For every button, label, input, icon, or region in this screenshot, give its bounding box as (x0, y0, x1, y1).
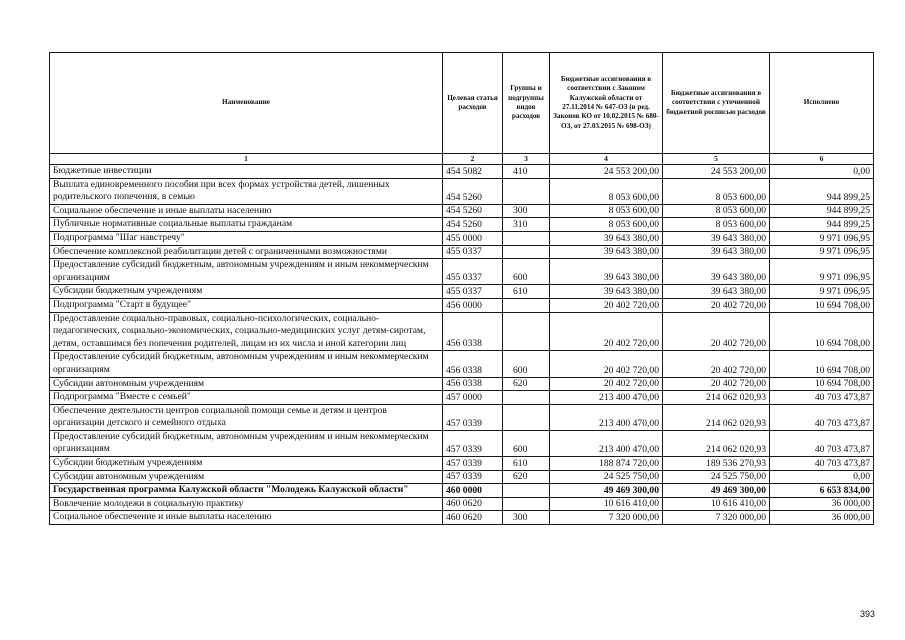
row-name-cell: Обеспечение деятельности центров социальной помощи семье и детям и центров организации детского и семейного отдыха (50, 404, 443, 430)
row-name-cell: Социальное обеспечение и иные выплаты населению (50, 204, 443, 218)
table-row (50, 231, 874, 245)
row-executed-amount-cell: 9 971 096,95 (770, 285, 874, 299)
row-name-cell: Подпрограмма "Старт в будущее" (50, 298, 443, 312)
row-executed-amount-cell: 40 703 473,87 (770, 457, 874, 471)
row-revised-amount-cell: 49 469 300,00 (663, 484, 770, 498)
header-revised-allocations: Бюджетные ассигнования в соответствии с уточненной бюджетной росписью расходов (663, 53, 770, 154)
row-name-cell: Бюджетные инвестиции (50, 165, 443, 179)
row-target-cell: 460 0620 (443, 511, 503, 525)
table-row (50, 404, 874, 430)
row-executed-amount-cell: 40 703 473,87 (770, 391, 874, 405)
table-row (50, 165, 874, 179)
row-revised-amount-cell: 20 402 720,00 (663, 312, 770, 351)
row-executed-amount-cell: 10 694 708,00 (770, 312, 874, 351)
row-group-cell: 600 (503, 259, 550, 285)
row-group-cell: 410 (503, 165, 550, 179)
row-target-cell: 456 0338 (443, 312, 503, 351)
row-group-cell (503, 178, 550, 204)
row-revised-amount-cell: 20 402 720,00 (663, 351, 770, 377)
table-row (50, 218, 874, 232)
table-row (50, 312, 874, 351)
row-group-cell: 620 (503, 470, 550, 484)
header-expense-groups: Группы и подгруппы видов расходов (503, 53, 550, 154)
row-executed-amount-cell: 944 899,25 (770, 178, 874, 204)
row-group-cell: 300 (503, 204, 550, 218)
row-name-cell: Предоставление субсидий бюджетным, автономным учреждениям и иным некоммерческим организациям (50, 351, 443, 377)
row-group-cell: 610 (503, 457, 550, 471)
row-law-amount-cell: 24 525 750,00 (550, 470, 663, 484)
row-revised-amount-cell: 39 643 380,00 (663, 259, 770, 285)
row-name-cell: Предоставление субсидий бюджетным, автономным учреждениям и иным некоммерческим организациям (50, 430, 443, 456)
row-group-cell (503, 497, 550, 511)
table-row (50, 285, 874, 299)
table-header (50, 53, 874, 165)
row-target-cell: 455 0000 (443, 231, 503, 245)
row-revised-amount-cell: 8 053 600,00 (663, 204, 770, 218)
row-law-amount-cell: 213 400 470,00 (550, 404, 663, 430)
row-target-cell: 457 0000 (443, 391, 503, 405)
table-row (50, 298, 874, 312)
row-executed-amount-cell: 36 000,00 (770, 497, 874, 511)
row-target-cell: 455 0337 (443, 259, 503, 285)
row-target-cell: 455 0337 (443, 245, 503, 259)
row-name-cell: Субсидии автономным учреждениям (50, 470, 443, 484)
column-number-row (50, 154, 874, 165)
table-row (50, 259, 874, 285)
row-group-cell (503, 391, 550, 405)
row-name-cell: Обеспечение комплексной реабилитации детей с ограниченными возможностями (50, 245, 443, 259)
row-revised-amount-cell: 39 643 380,00 (663, 285, 770, 299)
row-law-amount-cell: 20 402 720,00 (550, 312, 663, 351)
row-law-amount-cell: 8 053 600,00 (550, 218, 663, 232)
row-law-amount-cell: 39 643 380,00 (550, 285, 663, 299)
row-group-cell: 300 (503, 511, 550, 525)
row-group-cell: 600 (503, 351, 550, 377)
row-revised-amount-cell: 24 525 750,00 (663, 470, 770, 484)
column-number: 3 (503, 154, 550, 165)
row-target-cell: 455 0337 (443, 285, 503, 299)
table-row (50, 245, 874, 259)
row-target-cell: 454 5082 (443, 165, 503, 179)
table-row (50, 178, 874, 204)
row-name-cell: Подпрограмма "Шаг навстречу" (50, 231, 443, 245)
row-group-cell (503, 231, 550, 245)
row-revised-amount-cell: 8 053 600,00 (663, 218, 770, 232)
row-name-cell: Предоставление субсидий бюджетным, автономным учреждениям и иным некоммерческим организациям (50, 259, 443, 285)
row-group-cell (503, 404, 550, 430)
row-revised-amount-cell: 39 643 380,00 (663, 231, 770, 245)
row-group-cell (503, 312, 550, 351)
column-number: 1 (50, 154, 443, 165)
row-name-cell: Субсидии автономным учреждениям (50, 377, 443, 391)
column-number: 5 (663, 154, 770, 165)
row-target-cell: 457 0339 (443, 470, 503, 484)
row-executed-amount-cell: 10 694 708,00 (770, 351, 874, 377)
row-law-amount-cell: 7 320 000,00 (550, 511, 663, 525)
row-target-cell: 456 0000 (443, 298, 503, 312)
row-executed-amount-cell: 36 000,00 (770, 511, 874, 525)
row-executed-amount-cell: 0,00 (770, 165, 874, 179)
row-group-cell: 620 (503, 377, 550, 391)
row-law-amount-cell: 8 053 600,00 (550, 178, 663, 204)
row-executed-amount-cell: 10 694 708,00 (770, 298, 874, 312)
row-executed-amount-cell: 9 971 096,95 (770, 231, 874, 245)
row-name-cell: Субсидии бюджетным учреждениям (50, 285, 443, 299)
row-target-cell: 457 0339 (443, 457, 503, 471)
row-revised-amount-cell: 214 062 020,93 (663, 404, 770, 430)
row-target-cell: 457 0339 (443, 404, 503, 430)
table-body (50, 165, 874, 525)
budget-execution-table (49, 52, 874, 525)
header-name: Наименование (50, 53, 443, 154)
row-law-amount-cell: 213 400 470,00 (550, 391, 663, 405)
row-law-amount-cell: 213 400 470,00 (550, 430, 663, 456)
row-revised-amount-cell: 20 402 720,00 (663, 298, 770, 312)
header-target-article: Целевая статья расходов (443, 53, 503, 154)
table-row (50, 377, 874, 391)
row-target-cell: 456 0338 (443, 351, 503, 377)
table-row (50, 204, 874, 218)
row-law-amount-cell: 20 402 720,00 (550, 377, 663, 391)
row-name-cell: Государственная программа Калужской области "Молодежь Калужской области" (50, 484, 443, 498)
table-row (50, 511, 874, 525)
row-target-cell: 454 5260 (443, 204, 503, 218)
table-row (50, 484, 874, 498)
row-revised-amount-cell: 189 536 270,93 (663, 457, 770, 471)
row-revised-amount-cell: 39 643 380,00 (663, 245, 770, 259)
row-target-cell: 460 0000 (443, 484, 503, 498)
row-group-cell: 600 (503, 430, 550, 456)
row-name-cell: Предоставление социально-правовых, социально-психологических, социально-педагогических, социально-экономических, социально-медицинских услуг детям-сиротам, детям, оставшимся без попечения родителей, лицам из их числа и иной категории лиц (50, 312, 443, 351)
row-executed-amount-cell: 944 899,25 (770, 218, 874, 232)
row-target-cell: 454 5260 (443, 218, 503, 232)
row-group-cell (503, 484, 550, 498)
header-law-allocations: Бюджетные ассигнования в соответствии с Законом Калужской области от 27.11.2014 № 647-ОЗ (в ред. Законов КО от 10.02.2015 № 680-ОЗ, от 27.03.2015 № 698-ОЗ) (550, 53, 663, 154)
row-law-amount-cell: 39 643 380,00 (550, 231, 663, 245)
row-law-amount-cell: 20 402 720,00 (550, 298, 663, 312)
row-executed-amount-cell: 9 971 096,95 (770, 259, 874, 285)
row-target-cell: 454 5260 (443, 178, 503, 204)
row-group-cell: 610 (503, 285, 550, 299)
row-revised-amount-cell: 214 062 020,93 (663, 430, 770, 456)
row-group-cell: 310 (503, 218, 550, 232)
row-law-amount-cell: 20 402 720,00 (550, 351, 663, 377)
row-law-amount-cell: 8 053 600,00 (550, 204, 663, 218)
table-row (50, 430, 874, 456)
row-revised-amount-cell: 214 062 020,93 (663, 391, 770, 405)
row-law-amount-cell: 10 616 410,00 (550, 497, 663, 511)
row-name-cell: Выплата единовременного пособия при всех формах устройства детей, лишенных родительского попечения, в семью (50, 178, 443, 204)
table-row (50, 470, 874, 484)
page-number: 393 (859, 609, 875, 619)
row-name-cell: Вовлечение молодежи в социальную практику (50, 497, 443, 511)
row-executed-amount-cell: 9 971 096,95 (770, 245, 874, 259)
row-executed-amount-cell: 40 703 473,87 (770, 430, 874, 456)
row-name-cell: Подпрограмма "Вместе с семьей" (50, 391, 443, 405)
row-revised-amount-cell: 10 616 410,00 (663, 497, 770, 511)
row-group-cell (503, 245, 550, 259)
row-revised-amount-cell: 7 320 000,00 (663, 511, 770, 525)
row-executed-amount-cell: 10 694 708,00 (770, 377, 874, 391)
row-name-cell: Субсидии бюджетным учреждениям (50, 457, 443, 471)
row-law-amount-cell: 24 553 200,00 (550, 165, 663, 179)
column-number: 4 (550, 154, 663, 165)
row-target-cell: 460 0620 (443, 497, 503, 511)
row-name-cell: Социальное обеспечение и иные выплаты населению (50, 511, 443, 525)
row-target-cell: 457 0339 (443, 430, 503, 456)
row-revised-amount-cell: 8 053 600,00 (663, 178, 770, 204)
row-revised-amount-cell: 20 402 720,00 (663, 377, 770, 391)
table-row (50, 351, 874, 377)
table-row (50, 457, 874, 471)
row-group-cell (503, 298, 550, 312)
column-number: 6 (770, 154, 874, 165)
row-executed-amount-cell: 40 703 473,87 (770, 404, 874, 430)
row-law-amount-cell: 49 469 300,00 (550, 484, 663, 498)
row-executed-amount-cell: 6 653 834,00 (770, 484, 874, 498)
row-target-cell: 456 0338 (443, 377, 503, 391)
row-executed-amount-cell: 0,00 (770, 470, 874, 484)
row-law-amount-cell: 39 643 380,00 (550, 245, 663, 259)
table-row (50, 391, 874, 405)
row-law-amount-cell: 188 874 720,00 (550, 457, 663, 471)
header-executed: Исполнено (770, 53, 874, 154)
row-executed-amount-cell: 944 899,25 (770, 204, 874, 218)
row-revised-amount-cell: 24 553 200,00 (663, 165, 770, 179)
row-name-cell: Публичные нормативные социальные выплаты гражданам (50, 218, 443, 232)
row-law-amount-cell: 39 643 380,00 (550, 259, 663, 285)
table-row (50, 497, 874, 511)
column-number: 2 (443, 154, 503, 165)
